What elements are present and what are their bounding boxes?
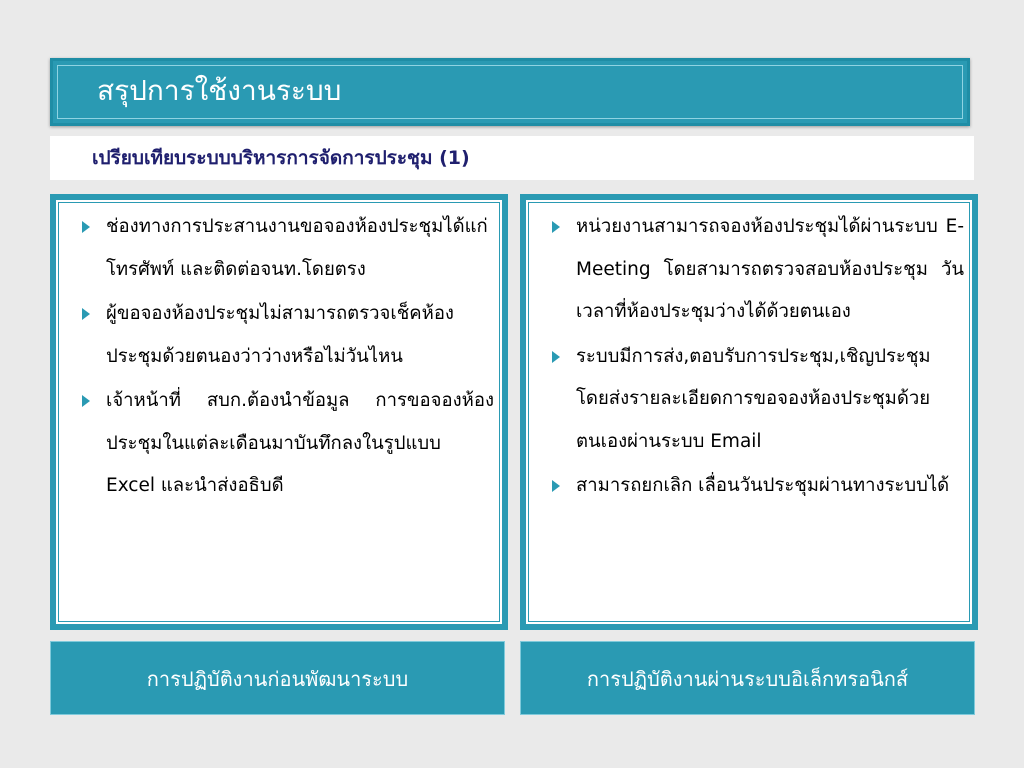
bullet-text: สามารถยกเลิก เลื่อนวันประชุมผ่านทางระบบได้	[576, 475, 950, 496]
triangle-right-icon	[552, 221, 560, 233]
triangle-right-icon	[82, 221, 90, 233]
triangle-right-icon	[82, 308, 90, 320]
list-item	[76, 206, 494, 291]
list-item	[546, 336, 964, 464]
list-item	[546, 206, 964, 334]
page-subtitle: เปรียบเทียบระบบบริหารการจัดการประชุม (1)	[92, 147, 470, 169]
after-bullet-list	[546, 206, 964, 510]
triangle-right-icon	[552, 351, 560, 363]
subtitle-strip	[50, 136, 974, 180]
triangle-right-icon	[552, 480, 560, 492]
after-column	[520, 194, 978, 630]
bullet-text: ผู้ขอจองห้องประชุมไม่สามารถตรวจเช็คห้องประชุมด้วยตนองว่าว่างหรือไม่วันไหน	[106, 303, 454, 367]
before-column	[50, 194, 508, 630]
list-item	[76, 293, 494, 378]
bullet-text: ระบบมีการส่ง,ตอบรับการประชุม,เชิญประชุม โดยส่งรายละเอียดการขอจองห้องประชุมด้วยตนเองผ่านระบบ Email	[576, 345, 931, 452]
before-footer-label: การปฏิบัติงานก่อนพัฒนาระบบ	[50, 641, 505, 715]
triangle-right-icon	[82, 395, 90, 407]
bullet-text: เจ้าหน้าที่ สบก.ต้องนำข้อมูล การขอจองห้องประชุมในแต่ละเดือนมาบันทึกลงในรูปแบบ Excel และนำส่งอธิบดี	[106, 390, 494, 496]
title-bar	[50, 58, 970, 126]
bullet-text: ช่องทางการประสานงานขอจองห้องประชุมได้แก่โทรศัพท์ และติดต่อจนท.โดยตรง	[106, 216, 488, 280]
page-title: สรุปการใช้งานระบบ	[97, 74, 342, 107]
after-footer-label: การปฏิบัติงานผ่านระบบอิเล็กทรอนิกส์	[520, 641, 975, 715]
list-item	[76, 380, 494, 508]
list-item	[546, 465, 964, 508]
bullet-text: หน่วยงานสามารถจองห้องประชุมได้ผ่านระบบ E-Meeting โดยสามารถตรวจสอบห้องประชุม วัน เวลาที่ห้องประชุมว่างได้ด้วยตนเอง	[576, 216, 964, 322]
before-bullet-list	[76, 206, 494, 510]
